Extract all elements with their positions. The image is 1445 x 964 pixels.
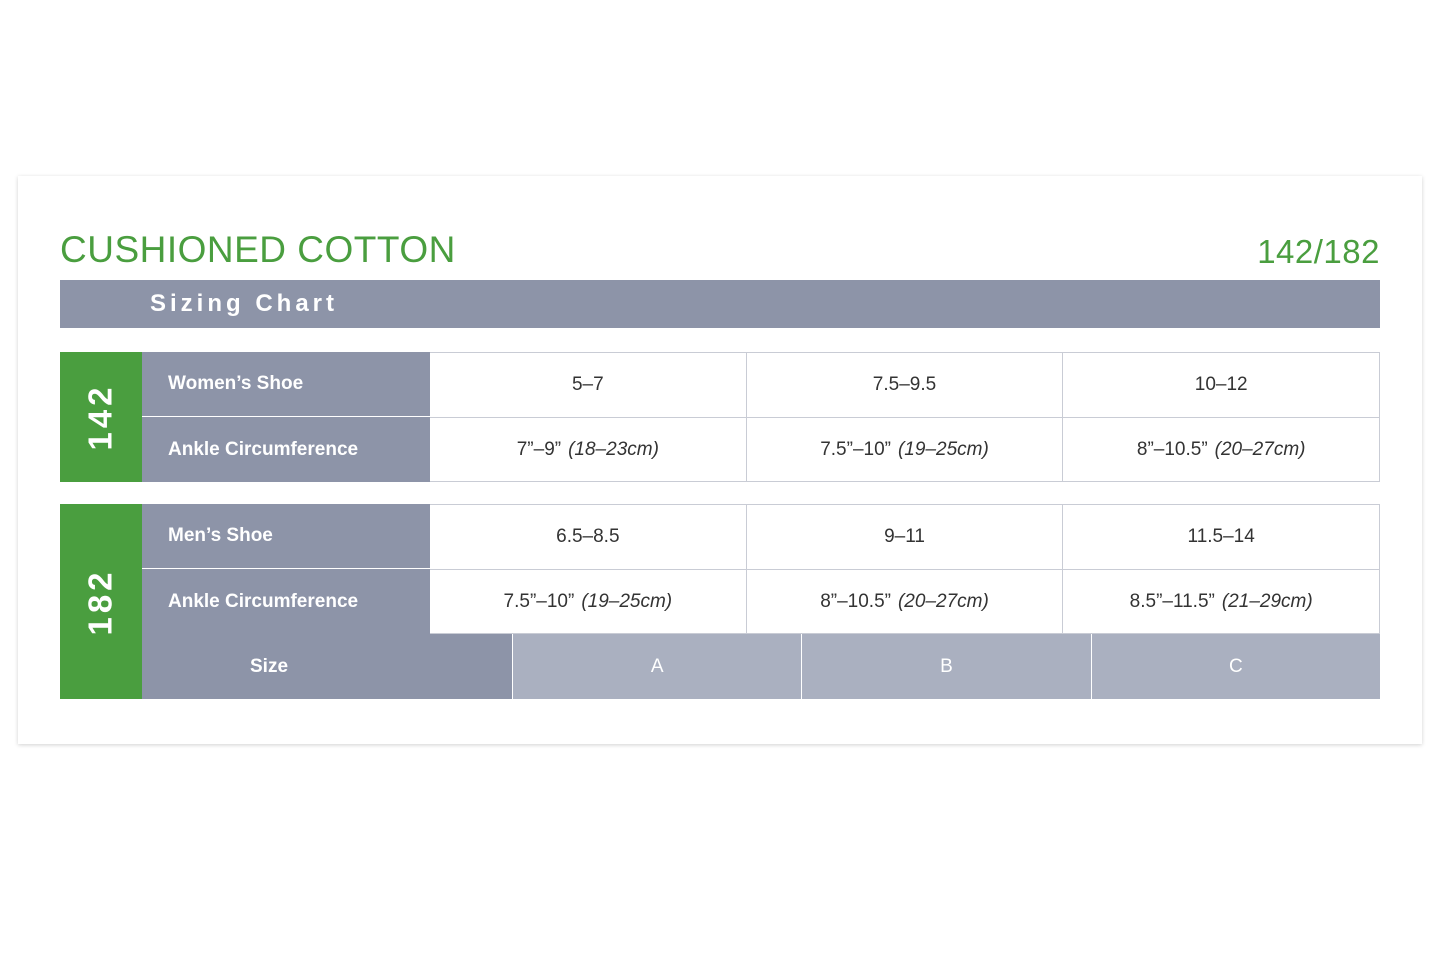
table-cell (747, 569, 1064, 634)
cell-metric: (18–23cm) (568, 438, 659, 460)
table-cell (747, 504, 1064, 569)
table-cell (1063, 352, 1380, 417)
table-cell (430, 504, 747, 569)
table-cell (1063, 417, 1380, 482)
subtitle-bar (60, 280, 1380, 328)
chart-header (60, 216, 1380, 268)
group-rows-182 (142, 504, 1380, 699)
cell-value: 7”–9” (516, 438, 562, 460)
table-row (142, 417, 1380, 482)
size-group-142 (60, 352, 1380, 482)
cell-value: 7.5”–10” (820, 438, 891, 460)
group-badge-label: 142 (82, 383, 119, 451)
cell-metric: (20–27cm) (1214, 438, 1306, 460)
cell-value: 7.5–9.5 (872, 374, 937, 395)
table-cell (747, 352, 1064, 417)
cell-metric: (19–25cm) (581, 590, 673, 612)
table-cell (430, 417, 747, 482)
table-row (142, 352, 1380, 417)
table-row (142, 569, 1380, 634)
group-badge-182 (60, 504, 142, 699)
size-legend-cell-b: B (801, 634, 1090, 699)
sizing-chart-card (18, 176, 1422, 744)
row-label: Women’s Shoe (142, 352, 430, 417)
table-cell (430, 352, 747, 417)
group-badge-142 (60, 352, 142, 482)
page-title: CUSHIONED COTTON (60, 229, 456, 270)
cell-value: 8”–10.5” (1136, 438, 1208, 460)
group-rows-142 (142, 352, 1380, 482)
table-cell (430, 569, 747, 634)
cell-metric: (21–29cm) (1221, 590, 1313, 612)
cell-value: 6.5–8.5 (556, 526, 620, 547)
table-cell (1063, 504, 1380, 569)
group-badge-label: 182 (82, 567, 119, 636)
cell-metric: (20–27cm) (897, 590, 989, 612)
product-code: 142/182 (1257, 233, 1380, 270)
cell-value: 7.5”–10” (503, 590, 575, 612)
size-legend-label: Size (142, 634, 512, 699)
table-cell (1063, 569, 1380, 634)
cell-value: 9–11 (884, 526, 925, 547)
row-label: Ankle Circumference (142, 569, 430, 634)
table-row (142, 504, 1380, 569)
size-legend-cell-a: A (512, 634, 801, 699)
cell-value: 10–12 (1194, 374, 1248, 395)
subtitle-label: Sizing Chart (150, 290, 339, 317)
row-label: Ankle Circumference (142, 417, 430, 482)
card-content (60, 216, 1380, 699)
cell-value: 8.5”–11.5” (1129, 590, 1215, 612)
cell-value: 5–7 (571, 374, 604, 395)
table-cell (747, 417, 1064, 482)
cell-value: 11.5–14 (1187, 526, 1255, 547)
row-label: Men’s Shoe (142, 504, 430, 569)
cell-value: 8”–10.5” (820, 590, 891, 612)
size-legend-row (142, 634, 1380, 699)
size-legend-cell-c: C (1091, 634, 1380, 699)
size-group-182 (60, 504, 1380, 699)
cell-metric: (19–25cm) (897, 438, 989, 460)
